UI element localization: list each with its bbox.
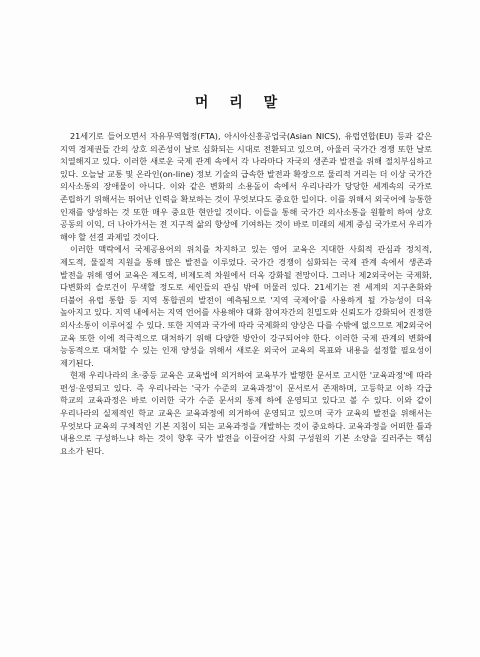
document-body — [60, 130, 432, 457]
page-title: 머 리 말 — [194, 95, 286, 111]
paragraph-2: 이러한 맥락에서 국제공용어의 위치를 차지하고 있는 영어 교육은 지대한 사회적 관심과 정치적, 제도적, 물질적 지원을 통해 많은 발전을 이루었다. 국가간 경쟁이 심화되는 국제 관계 속에서 생존과 발전을 위해 영어 교육은 제도적, 비제도적 차원에서 더욱 강화될 전망이다. 그러나 제2외국어는 국제화, 다변화의 슬로건이 무색할 정도로 세인들의 관심 밖에 머물러 있다. 21세기는 전 세계의 지구촌화와 더불어 유럽 통합 등 지역 통합권의 발전이 예측됨으로 '지역 국제어'를 사용하게 될 가능성이 더욱 높아지고 있다. 지역 내에서는 지역 언어를 사용해야 대화 참여자간의 친밀도와 신뢰도가 강화되어 진정한 의사소통이 이루어질 수 있다. 또한 지역과 국가에 따라 국제화의 양상은 다를 수밖에 없으므로 제2외국어 교육 또한 이에 적극적으로 대처하기 위해 다양한 방안이 강구되어야 한다. 이러한 국제 관계의 변화에 능동적으로 대처할 수 있는 인재 양성을 위해서 새로운 외국어 교육의 목표와 내용을 설정할 필요성이 제기된다. — [60, 244, 432, 368]
paragraph-1: 21세기로 들어오면서 자유무역협정(FTA), 아시아신흥공업국(Asian NICS), 유럽연합(EU) 등과 같은 지역 경제권들 간의 상호 의존성이 날로 심화되는 시대로 전환되고 있으며, 아울러 국가간 경쟁 또한 날로 치열해지고 있다. 이러한 새로운 국제 관계 속에서 각 나라마다 자국의 생존과 발전을 위해 절치부심하고 있다. 오늘날 교통 및 온라인(on-line) 정보 기술의 급속한 발전과 확장으로 물리적 거리는 더 이상 국가간 의사소통의 장애물이 아니다. 이와 같은 변화의 소용돌이 속에서 우리나라가 당당한 세계속의 국가로 존립하기 위해서는 뛰어난 인력을 확보하는 것이 무엇보다도 중요한 일이다. 이를 위해서 외국어에 능통한 인재를 양성하는 것 또한 매우 중요한 현안일 것이다. 이들을 통해 국가간 의사소통을 원활히 하여 상호 공동의 이익, 더 나아가서는 전 지구적 삶의 향상에 기여하는 것이 바로 미래의 세계 중심 국가로서 우리가 해야 할 선결 과제일 것이다. — [60, 131, 432, 242]
paragraph-3: 현재 우리나라의 초·중등 교육은 교육법에 의거하여 교육부가 발행한 문서로 고시한 '교육과정'에 따라 편성·운영되고 있다. 즉 우리나라는 '국가 수준의 교육과정'이 문서로서 존재하며, 고등학교 이하 각급 학교의 교육과정은 바로 이러한 국가 수준 문서의 통제 하에 운영되고 있다고 볼 수 있다. 이와 같이 우리나라의 실제적인 학교 교육은 교육과정에 의거하여 운영되고 있으며 국가 교육의 발전을 위해서는 무엇보다 교육의 구체적인 기본 지침이 되는 교육과정을 개발하는 것이 중요하다. 교육과정을 어떠한 틀과 내용으로 구성하느냐 하는 것이 향후 국가 발전을 이끌어갈 사회 구성원의 기본 소양을 길러주는 핵심 요소가 된다. — [60, 370, 432, 456]
